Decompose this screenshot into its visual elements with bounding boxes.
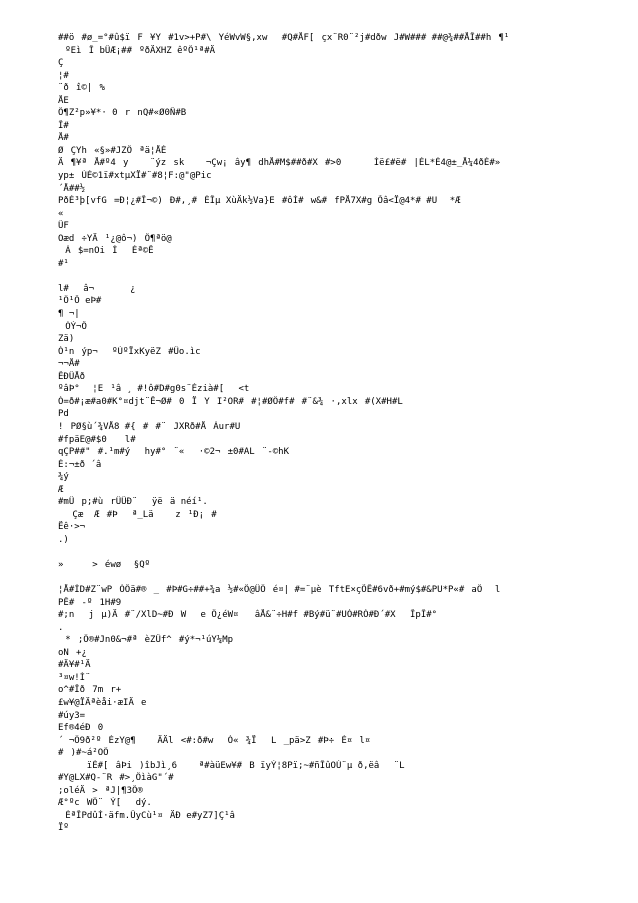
text-line: . (58, 622, 64, 633)
text-line: É:¬±ð ´â (58, 459, 102, 470)
text-line: ØÇYh«§»#JZÖªä¦ÅÉ (58, 145, 167, 156)
text-line: Æ (58, 484, 64, 495)
text-line: Ò=ð#¡æ#a0#K°¤djt¨Ê¬Ø#0ÏYI²OR##¦#ØÖ#f##¨&¾·,xlx#(X#H#L (58, 396, 403, 407)
text-line: Zä) (58, 334, 75, 345)
text-line: #úy3= (58, 710, 86, 721)
text-line: Æ°ºcWÖ¨Ý[dý. (58, 798, 152, 809)
text-line: ÅE (58, 95, 69, 106)
text-line: PÊ#-º1H#9 (58, 597, 122, 608)
text-line (58, 572, 628, 585)
text-line: Å# (58, 133, 69, 144)
text-line: Çæ Æ#Þª_Läz¹Ð¡# (58, 509, 217, 520)
text-line: Ç (58, 58, 64, 69)
text-line: Pd (58, 409, 69, 420)
text-line: ÛF (58, 221, 69, 232)
text-line: « (58, 208, 71, 219)
text-line: ïÉ#[âÞi)îbJì¸6 ª#àüEw¥#B ïyÝ¦8Pï;~#ñÎûOÙ¨µ ð,ëâ¨L (58, 760, 405, 771)
text-line: Ä¶¥ªÅ#º4y¨ýzsk¬Çw¡ây¶dhÅ#M$##ð#X#>0 Íë£#ë#|ÉL*É4@±_Å¼4ðÉ#» (58, 158, 501, 169)
text-line (58, 835, 628, 848)
text-line: !PØ§ù´¾VÅ8 #{##¨JXRð#ÅÁur#U (58, 421, 241, 432)
text-line: #Y@LX#Q-¨R#>¸ÖìàG"´# (58, 773, 181, 784)
text-line: #fpäE@#$0 l# (58, 434, 136, 445)
text-line: ¦# (58, 70, 69, 81)
text-line: Á$=nOiÍÉª©Ê (58, 246, 154, 257)
text-line: ##ö#ø_=°#û$ïF¥Y#1v>+P#\YéWvW§,xw#Q#ÅF[çx¨R0¨²j#dðwJ#W### ##@¾##ÅÎ##h¶¹ (58, 33, 510, 43)
document-body (58, 32, 628, 873)
text-line: ;oléÄ>ªJ|¶3Ö® (58, 785, 143, 796)
text-line: » >éwø §Qº (58, 559, 151, 570)
text-line (58, 848, 628, 861)
text-line: ¶ ¬| (58, 309, 80, 320)
text-line: yp±ÚÉ©1ï#xtµXÏ#¨#8¦F:@"@Pic (58, 171, 212, 182)
text-line: ¹Ö¹Ô eÞ# (58, 296, 102, 307)
text-line: ¦Å#ÍD#Z¨wPÓÔä#®_#Þ#G÷##+¾a½#«Ö@ÜÖé¤| #=¨µèTftE×çÕÊ#6vð+#mý$#&PU*P«#aÖ l (58, 585, 508, 596)
text-line:  (58, 547, 73, 558)
text-line: o^#Îð7mr+ (58, 685, 122, 696)
text-line: #Ä¥#¹Ä (58, 660, 91, 671)
text-line: ºâÞ° ¦E¹â ¸ #!ô#D#g0s¨Ézià#[<t (58, 384, 257, 395)
text-line (58, 270, 628, 283)
text-line: #mÜp;#ùrÜÜÐ¨ÿëä néí¹. (58, 497, 215, 508)
text-line: ¬¬Å# (58, 359, 80, 370)
text-line: Ëê·>¬ (58, 522, 86, 533)
text-line: ´ ¬Ö9ð²ºÉzY@¶ ÄÄl<#:ð#wÓ«¾ÏL_pä>Z#Þ÷É¤l¤ (58, 735, 378, 746)
text-line: .) (58, 534, 69, 545)
text-line: ÓÝ¬Ô (58, 321, 87, 332)
text-line: Ó¹nýp¬ºÙºÏxKyëZ#Üo.ìc (58, 346, 201, 357)
text-line: ¨ðî©|% (58, 83, 105, 94)
text-line: £w¥@ÏÄªèåi·æIÄe (58, 697, 147, 708)
text-line: ¾ý (58, 472, 69, 483)
text-line: oN+¿ (58, 647, 95, 658)
text-line: ³¤w!Ì¨ (58, 672, 91, 683)
text-line: ºEìÎ bÛÆ¡##ºðÄXHZ êºÖ¹ª#Ä (58, 45, 216, 56)
text-line: *;Ö®#Jn0&¬#ªèZÛf^#ý*¬¹úY¼Mp (58, 635, 241, 646)
text-line: qÇP##"#.¹m#ýhy#°¨«·©2¬±0#AL¨-©hK (58, 447, 289, 458)
text-line (58, 860, 628, 873)
text-line: #;njµ)Ä#¨/XlD~#ÐWe Ö¿éW¤ âÅ&¨÷H#f #Bý#ü¨#UÓ#RÓ#Ð´#XÎpÎ#° (58, 610, 438, 621)
text-line: Ef®4éÐ0 (58, 723, 104, 734)
text-line: Î# (58, 120, 69, 131)
text-line: l#â¬ ¿ (58, 283, 136, 294)
text-line: ÉªÎPdûÍ·äfm.ÛyCù¹¤ÄÐ e#yZ7]Ç¹â (58, 810, 235, 821)
text-line: Oæd÷YÄ¹¿@ô¬)Ö¶ªö@ (58, 233, 172, 244)
text-line: ÊÐÛÅð (58, 371, 86, 382)
text-line: #)#~á²OÖ (58, 748, 109, 759)
text-line: PðÉ³þ[vfG=Ð¦¿#Î¬©)Ð#,¸#ÈÎµ XùÄk½Va}E#ôÍ#w&#fPÅ7X#g Õâ<Ï@4*# #U *Æ (58, 196, 461, 207)
text-line: Ö¶Z²p»¥*· 0rnQ#«Ø0Ñ#B (58, 108, 187, 119)
text-line: ´Å##½ (58, 183, 86, 194)
text-line: #¹ (58, 258, 69, 269)
text-line: Ïº (58, 823, 69, 834)
